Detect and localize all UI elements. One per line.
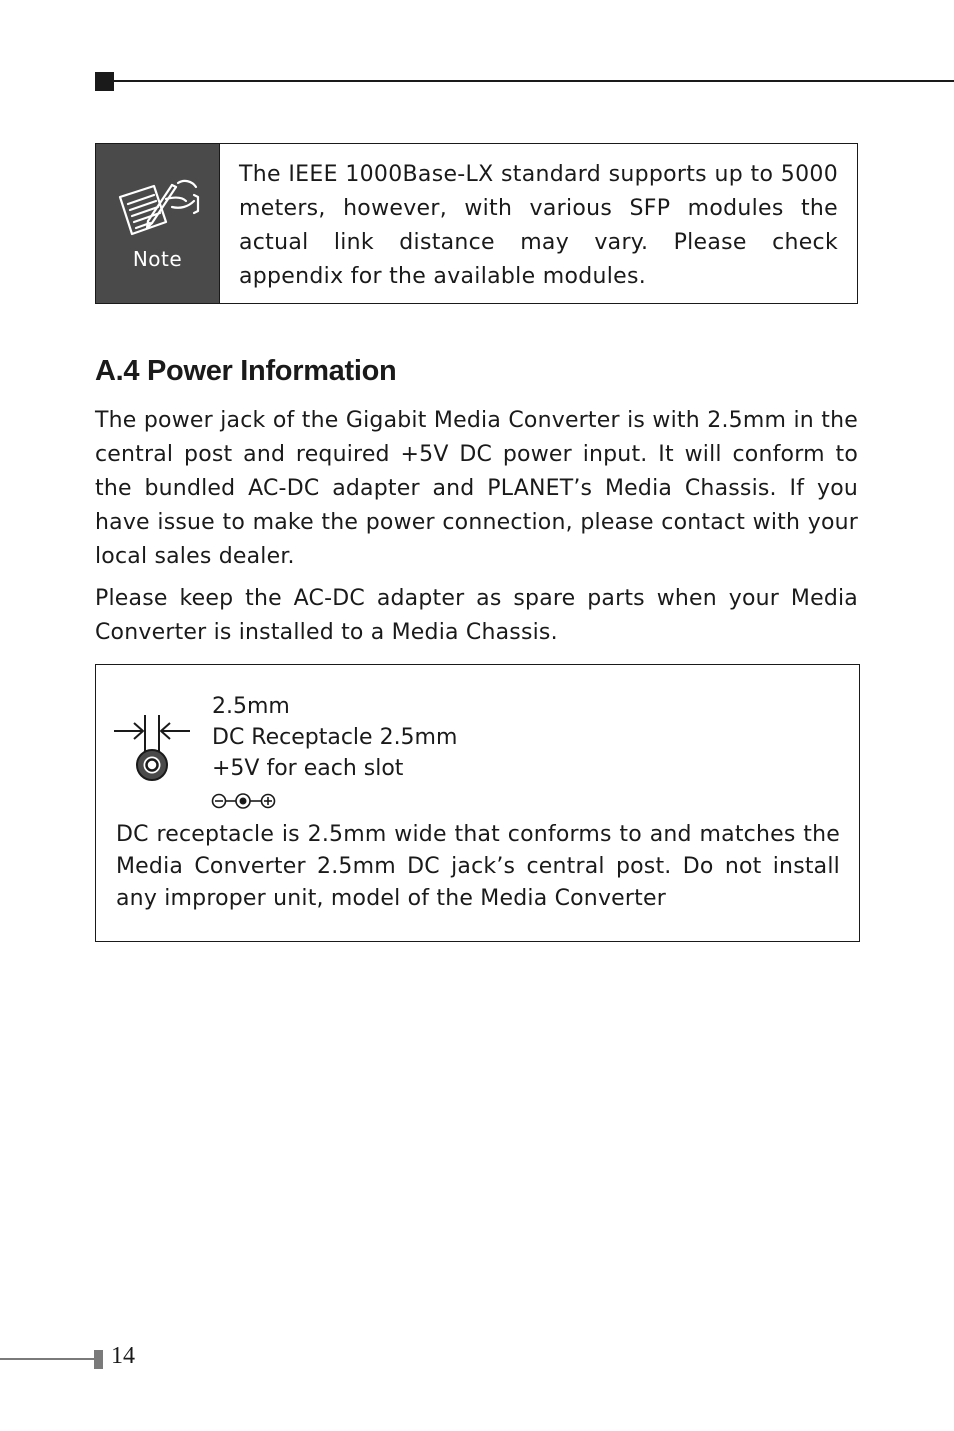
spec-lines: [212, 691, 457, 784]
note-text: The IEEE 1000Base-LX standard supports up to 5000 meters, however, with various SFP modules the actual link distance may vary. Please check appendix for the available modules.: [239, 162, 838, 289]
page-number: 14: [111, 1343, 135, 1369]
paragraph-adapter: Please keep the AC-DC adapter as spare parts when your Media Converter is installed to a Media Chassis.: [95, 586, 858, 645]
power-info-box: [95, 664, 860, 942]
note-sidebar: [96, 144, 220, 303]
spec-receptacle: DC Receptacle 2.5mm: [212, 725, 458, 750]
spec-diameter: 2.5mm: [212, 694, 290, 719]
paragraph-power-jack: The power jack of the Gigabit Media Converter is with 2.5mm in the central post and required +5V DC power input. It will conform to the bundled AC-DC adapter and PLANET’s Media Chassis. If you have issue to make the power connection, please contact with your local sales dealer.: [95, 408, 858, 569]
dc-jack-diagram-icon: [112, 713, 192, 783]
polarity-negative-center-positive-icon: [211, 791, 277, 811]
power-box-note: DC receptacle is 2.5mm wide that conforms to and matches the Media Converter 2.5mm DC jack’s central post. Do not install any improper unit, model of the Media Converter: [116, 822, 840, 911]
header-rule: [114, 80, 954, 82]
note-pen-icon: [114, 177, 202, 243]
footer-rule: [0, 1358, 94, 1360]
section-heading: A.4 Power Information: [95, 355, 397, 387]
footer-bar: [94, 1350, 103, 1369]
note-box: [95, 143, 858, 304]
spec-voltage: +5V for each slot: [212, 756, 404, 781]
note-label: Note: [132, 247, 183, 271]
header-square: [95, 72, 114, 91]
